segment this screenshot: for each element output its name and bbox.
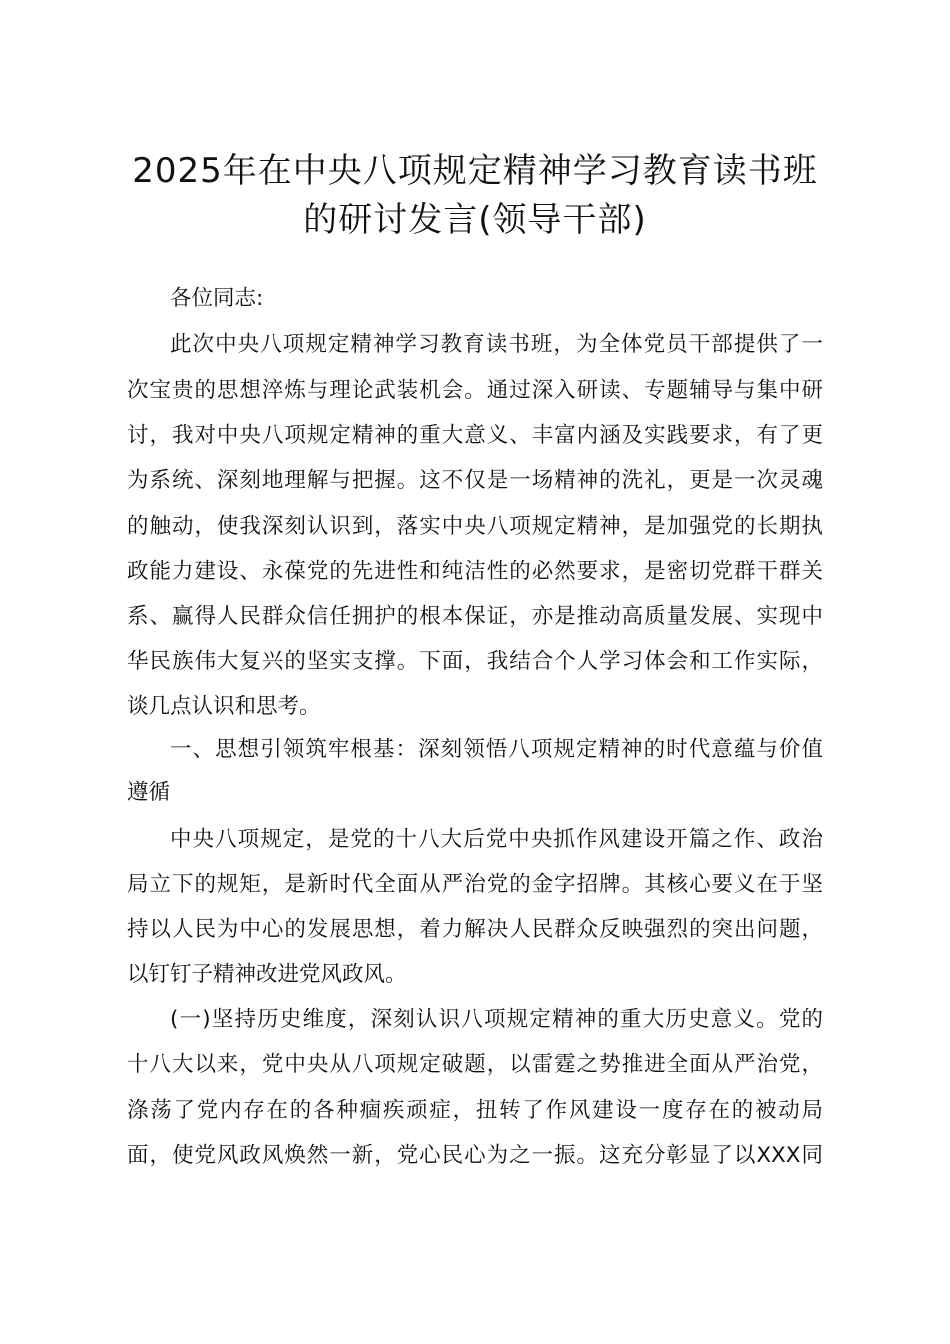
paragraph-line: 讨，我对中央八项规定精神的重大意义、丰富内涵及实践要求，有了更	[127, 423, 823, 448]
paragraph-line: 中央八项规定，是党的十八大后党中央抓作风建设开篇之作、政治	[170, 827, 823, 852]
paragraph-line: 局立下的规矩，是新时代全面从严治党的金字招牌。其核心要义在于坚	[127, 872, 823, 897]
paragraph-line: 涤荡了党内存在的各种痼疾顽症，扭转了作风建设一度存在的被动局	[127, 1098, 823, 1123]
paragraph-line: 政能力建设、永葆党的先进性和纯洁性的必然要求，是密切党群干群关	[127, 559, 823, 584]
paragraph-line: 华民族伟大复兴的坚实支撑。下面，我结合个人学习体会和工作实际，	[127, 649, 823, 674]
paragraph-line: 为系统、深刻地理解与把握。这不仅是一场精神的洗礼，更是一次灵魂	[127, 468, 823, 493]
paragraph-line: 系、赢得人民群众信任拥护的根本保证，亦是推动高质量发展、实现中	[127, 604, 823, 629]
paragraph-line: 十八大以来，党中央从八项规定破题，以雷霆之势推进全面从严治党，	[127, 1052, 823, 1077]
document-title-line-1: 2025年在中央八项规定精神学习教育读书班	[132, 151, 818, 191]
section-heading-line: 一、思想引领筑牢根基：深刻领悟八项规定精神的时代意蕴与价值	[170, 737, 823, 762]
paragraph-line: 以钉钉子精神改进党风政风。	[127, 962, 407, 987]
paragraph-line: 的触动，使我深刻认识到，落实中央八项规定精神，是加强党的长期执	[127, 514, 823, 539]
salutation: 各位同志:	[170, 286, 264, 311]
paragraph-line: 面，使党风政风焕然一新，党心民心为之一振。这充分彰显了以XXX同	[127, 1143, 823, 1168]
paragraph-line: 此次中央八项规定精神学习教育读书班，为全体党员干部提供了一	[170, 332, 823, 357]
paragraph-line: 谈几点认识和思考。	[127, 694, 321, 719]
paragraph-line: 持以人民为中心的发展思想，着力解决人民群众反映强烈的突出问题，	[127, 917, 823, 942]
paragraph-line: 次宝贵的思想淬炼与理论武装机会。通过深入研读、专题辅导与集中研	[127, 378, 823, 403]
document-title-line-2: 的研讨发言(领导干部)	[303, 200, 647, 240]
paragraph-line: (一)坚持历史维度，深刻认识八项规定精神的重大历史意义。党的	[170, 1007, 823, 1032]
section-heading-line: 遵循	[127, 780, 171, 805]
